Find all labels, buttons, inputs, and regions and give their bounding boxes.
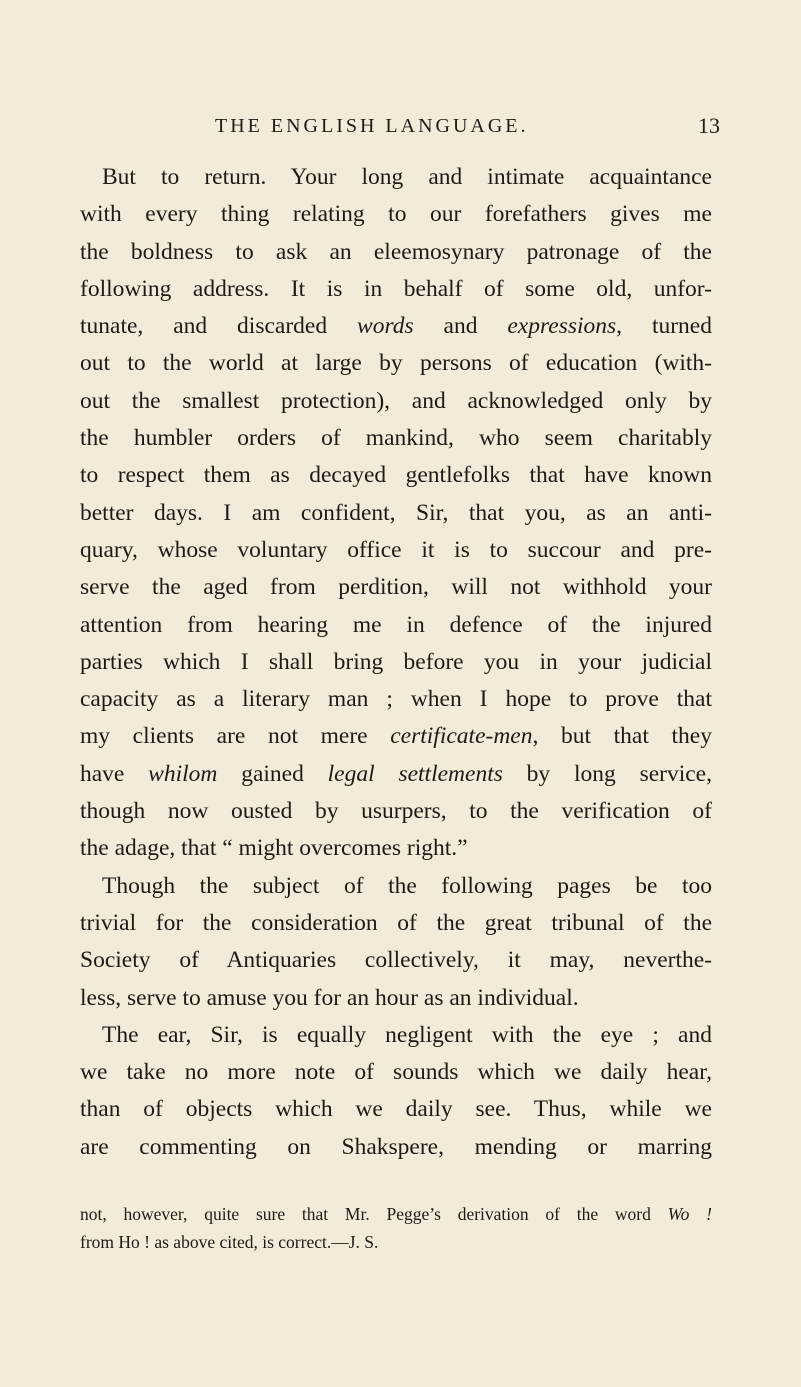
running-head (0, 112, 801, 142)
footnote-line (80, 1228, 712, 1256)
text-line (80, 905, 712, 942)
text-line (80, 793, 712, 830)
text-line (80, 196, 712, 233)
text-line (80, 532, 712, 569)
text-segment: trivial for the consideration of the great tribunal of the (80, 909, 712, 936)
text-segment: attention from hearing me in defence of the injured (80, 611, 712, 638)
text-segment: better days. I am confident, Sir, that you, as an anti- (80, 499, 712, 526)
text-segment: from Ho ! as above cited, is correct.—J. S. (80, 1232, 379, 1252)
text-segment: out to the world at large by persons of education (with- (80, 350, 712, 377)
text-segment: we take no more note of sounds which we daily hear, (80, 1059, 712, 1086)
text-line (80, 271, 712, 308)
text-segment: gained (217, 760, 328, 787)
text-line (80, 980, 712, 1017)
text-line (80, 569, 712, 606)
text-line (80, 308, 712, 345)
text-line (80, 681, 712, 718)
text-line (80, 420, 712, 457)
text-segment: have (80, 760, 149, 787)
text-segment: capacity as a literary man ; when I hope to prove that (80, 686, 712, 713)
text-line (80, 607, 712, 644)
text-line (80, 1017, 712, 1054)
text-line (80, 159, 712, 196)
text-segment: , but that they (532, 723, 712, 750)
text-segment: Society of Antiquaries collectively, it may, neverthe- (80, 947, 712, 974)
text-segment: out the smallest protection), and acknowledged only by (80, 387, 712, 414)
text-segment: my clients are not mere (80, 723, 391, 750)
text-segment: and (413, 313, 508, 340)
text-line (80, 457, 712, 494)
text-line (80, 234, 712, 271)
text-segment: tunate, and discarded (80, 313, 358, 340)
text-segment: Though the subject of the following pages be too (102, 872, 712, 899)
text-segment: less, serve to amuse you for an hour as an individual. (80, 984, 579, 1011)
running-title: THE ENGLISH LANGUAGE. (215, 115, 529, 137)
text-segment: following address. It is in behalf of some old, unfor- (80, 275, 712, 302)
text-line (80, 830, 712, 867)
text-line (80, 345, 712, 382)
text-segment: with every thing relating to our forefathers gives me (80, 201, 712, 228)
text-line (80, 868, 712, 905)
footnote-line (80, 1200, 712, 1228)
text-line (80, 1054, 712, 1091)
text-segment: though now ousted by usurpers, to the verification of (80, 798, 712, 825)
text-line (80, 942, 712, 979)
text-segment: But to return. Your long and intimate acquaintance (102, 164, 712, 190)
italic-text: expressions (507, 313, 617, 340)
text-segment: the humbler orders of mankind, who seem charitably (80, 425, 712, 452)
page-number: 13 (698, 113, 720, 138)
text-segment: are commenting on Shakspere, mending or marring (80, 1133, 712, 1160)
text-line (80, 756, 712, 793)
text-segment: to respect them as decayed gentlefolks that have known (80, 462, 712, 489)
text-segment: the adage, that “ might overcomes right.” (80, 835, 468, 862)
footnote (80, 1200, 712, 1256)
italic-text: legal settlements (327, 760, 503, 787)
text-segment: the boldness to ask an eleemosynary patronage of the (80, 238, 712, 265)
italic-text: Wo ! (667, 1204, 712, 1224)
text-segment: , turned (616, 313, 712, 340)
text-segment: parties which I shall bring before you in your judicial (80, 648, 712, 675)
body-text (80, 159, 712, 1166)
text-segment: serve the aged from perdition, will not withhold your (80, 574, 712, 601)
text-line (80, 1129, 712, 1166)
text-line (80, 1091, 712, 1128)
text-segment: not, however, quite sure that Mr. Pegge’s derivation of the word (80, 1204, 668, 1224)
text-line (80, 495, 712, 532)
text-line (80, 644, 712, 681)
text-line (80, 383, 712, 420)
italic-text: words (357, 313, 414, 340)
text-line (80, 718, 712, 755)
italic-text: certificate-men (390, 723, 533, 750)
text-segment: The ear, Sir, is equally negligent with the eye ; and (102, 1021, 712, 1048)
italic-text: whilom (148, 760, 218, 787)
text-segment: than of objects which we daily see. Thus, while we (80, 1096, 712, 1123)
text-segment: quary, whose voluntary office it is to succour and pre- (80, 536, 712, 563)
text-segment: by long service, (502, 760, 712, 787)
